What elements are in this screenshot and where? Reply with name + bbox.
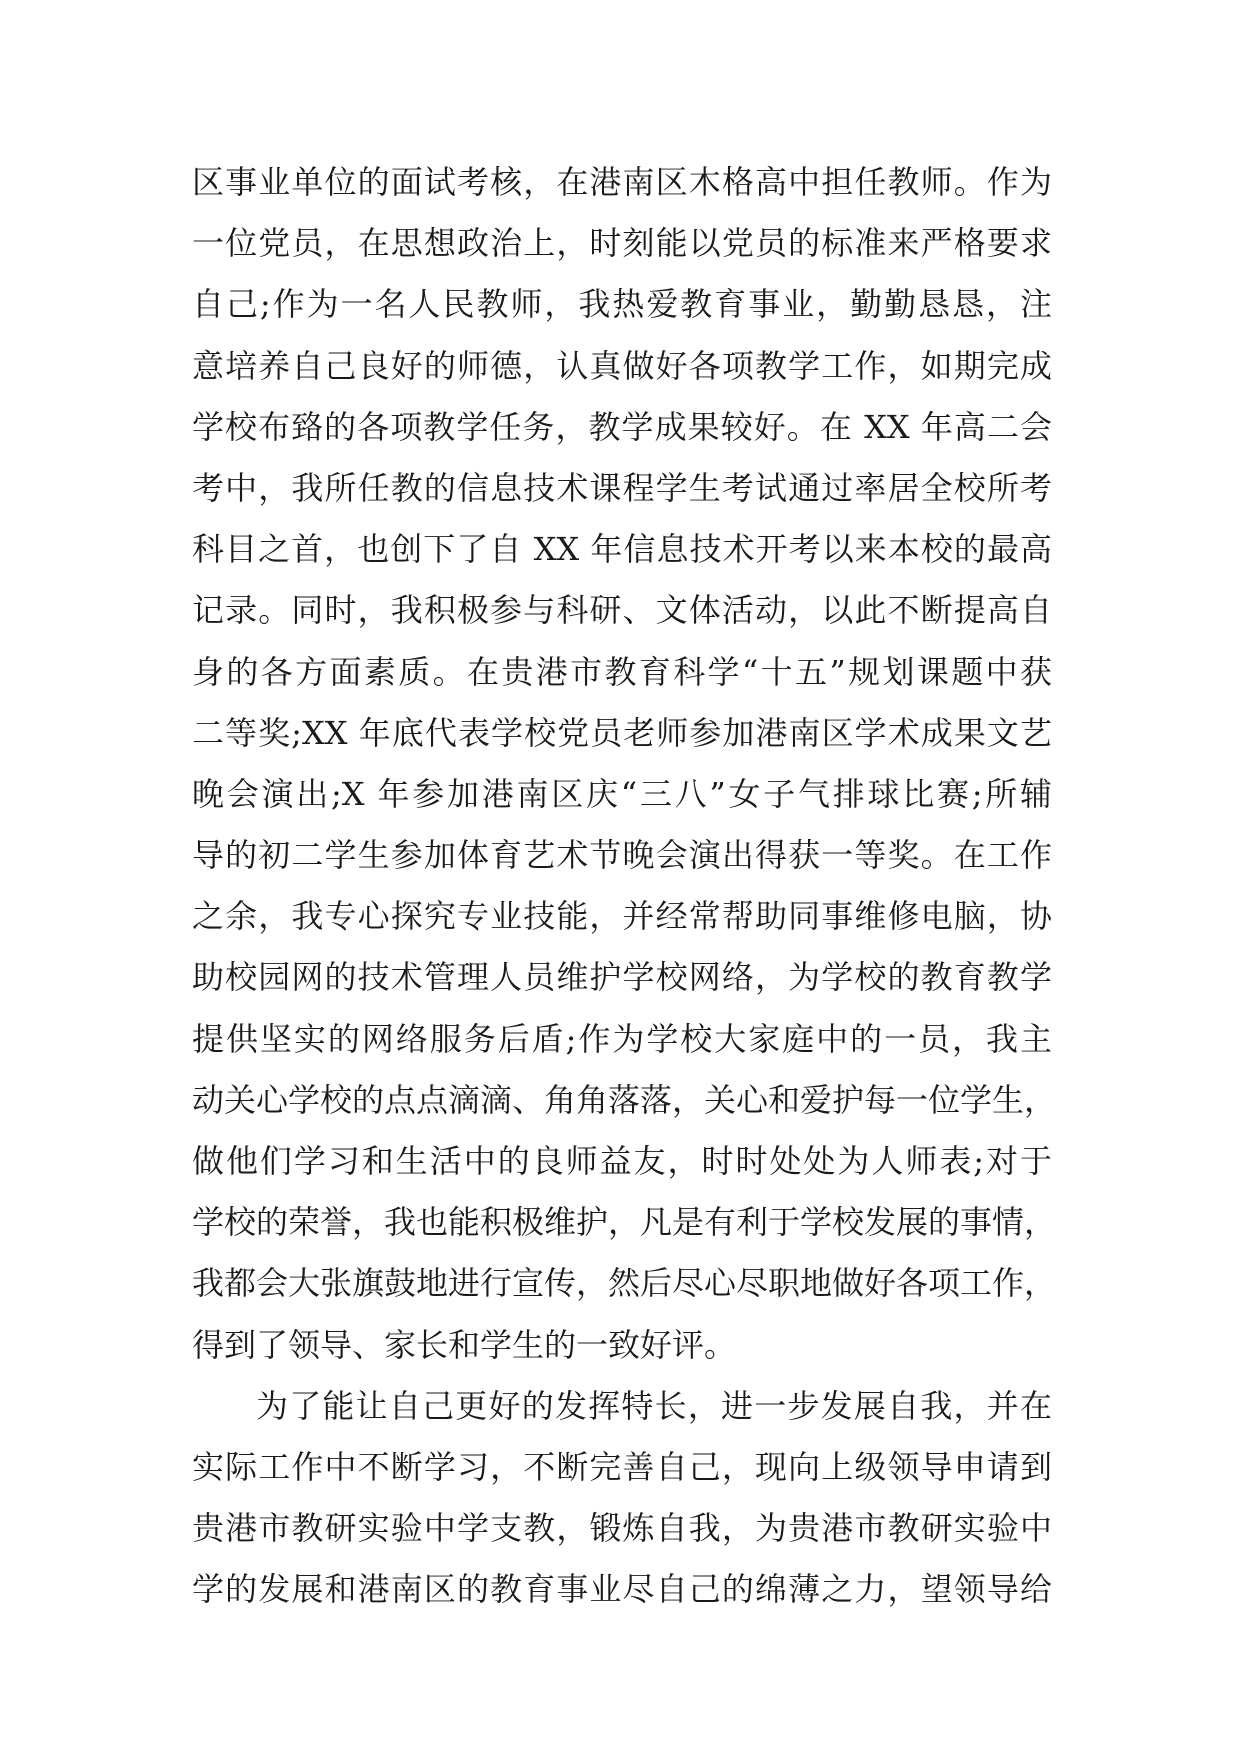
text-line-paragraph-start: 为了能让自己更好的发挥特长，进一步发展自我，并在	[256, 1386, 1052, 1425]
text-line: 自己;作为一名人民教师，我热爱教育事业，勤勤恳恳，注	[192, 285, 1052, 324]
body-text	[192, 152, 1057, 1621]
text-line: 导的初二学生参加体育艺术节晚会演出得获一等奖。在工作	[192, 836, 1052, 875]
text-line: 二等奖;XX 年底代表学校党员老师参加港南区学术成果文艺	[192, 713, 1052, 752]
text-line: 晚会演出;X 年参加港南区庆“三八”女子气排球比赛;所辅	[192, 774, 1052, 813]
text-line: 一位党员，在思想政治上，时刻能以党员的标准来严格要求	[192, 224, 1052, 263]
text-line: 区事业单位的面试考核，在港南区木格高中担任教师。作为	[192, 163, 1052, 201]
text-line: 动关心学校的点点滴滴、角角落落，关心和爱护每一位学生，	[192, 1080, 1057, 1119]
text-line: 贵港市教研实验中学支教，锻炼自我，为贵港市教研实验中	[192, 1509, 1052, 1548]
text-line: 学的发展和港南区的教育事业尽自己的绵薄之力，望领导给	[192, 1570, 1052, 1609]
text-line: 我都会大张旗鼓地进行宣传，然后尽心尽职地做好各项工作，	[192, 1264, 1057, 1303]
text-line: 考中，我所任教的信息技术课程学生考试通过率居全校所考	[192, 468, 1052, 507]
text-line: 提供坚实的网络服务后盾;作为学校大家庭中的一员，我主	[192, 1019, 1052, 1058]
text-line: 做他们学习和生活中的良师益友，时时处处为人师表;对于	[192, 1142, 1052, 1180]
text-line: 学校布臵的各项教学任务，教学成果较好。在 XX 年高二会	[192, 407, 1052, 446]
text-line: 学校的荣誉，我也能积极维护，凡是有利于学校发展的事情，	[192, 1203, 1057, 1242]
text-line-paragraph-end: 得到了领导、家长和学生的一致好评。	[192, 1325, 737, 1364]
text-line: 助校园网的技术管理人员维护学校网络，为学校的教育教学	[192, 958, 1052, 997]
text-line: 身的各方面素质。在贵港市教育科学“十五”规划课题中获	[192, 652, 1052, 691]
text-line: 实际工作中不断学习，不断完善自己，现向上级领导申请到	[192, 1447, 1052, 1486]
text-line: 科目之首，也创下了自 XX 年信息技术开考以来本校的最高	[192, 530, 1052, 569]
text-line: 意培养自己良好的师德，认真做好各项教学工作，如期完成	[192, 346, 1052, 385]
text-line: 记录。同时，我积极参与科研、文体活动，以此不断提高自	[192, 591, 1052, 630]
text-line: 之余，我专心探究专业技能，并经常帮助同事维修电脑，协	[192, 897, 1052, 936]
